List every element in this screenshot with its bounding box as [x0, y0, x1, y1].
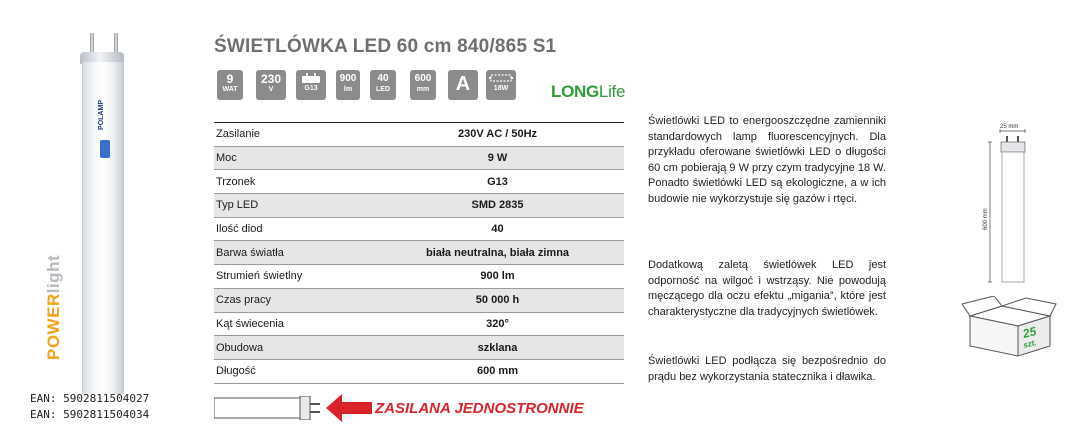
- supply-note: ZASILANA JEDNOSTRONNIE: [375, 400, 584, 417]
- dim-width-label: 25 mm: [1000, 124, 1019, 130]
- longlife-logo: LONGLife: [551, 82, 626, 101]
- spec-value: szklana: [369, 336, 624, 360]
- table-row: [214, 217, 624, 241]
- spec-label: Obudowa: [214, 336, 369, 360]
- table-row: [214, 312, 624, 336]
- ean-code-2: EAN: 5902811504034: [30, 408, 150, 421]
- spec-value: G13: [369, 170, 624, 194]
- tube-pin-left: [90, 33, 94, 53]
- tube-replacement-icon: [489, 73, 513, 84]
- spec-label: Typ LED: [214, 194, 369, 218]
- spec-table: [214, 122, 624, 384]
- brand-logo-vertical: [34, 220, 74, 360]
- description-paragraph-3: Świetlówki LED podłącza się bezpośrednio do prądu bez wykorzystania statecznika i dławika.: [648, 355, 886, 383]
- spec-label: Barwa światła: [214, 241, 369, 265]
- spec-label: Zasilanie: [214, 123, 369, 147]
- description-paragraph-2: Dodatkową zaletą świetlówek LED jest odporność na wilgoć i wstrząsy. Nie powodują męczącego dla oczu efektu „migania”, które jest charakterystyczne dla tradycyjnych świetlówek.: [648, 259, 886, 318]
- socket-icon: [301, 73, 321, 84]
- tube-side-view: [214, 396, 324, 420]
- spec-value: SMD 2835: [369, 194, 624, 218]
- table-row: [214, 336, 624, 360]
- product-title: ŚWIETLÓWKA LED 60 cm 840/865 S1: [214, 36, 557, 57]
- table-row: [214, 194, 624, 218]
- brand-light: light: [44, 254, 63, 294]
- spec-value: 50 000 h: [369, 288, 624, 312]
- table-row: [214, 288, 624, 312]
- spec-label: Czas pracy: [214, 288, 369, 312]
- spec-label: Kąt świecenia: [214, 312, 369, 336]
- table-row: [214, 241, 624, 265]
- description-paragraph-1: Świetlówki LED to energooszczędne zamienniki standardowych lamp fluorescencyjnych. Dla przykładu oferowane świetlówki LED o długości 60 cm pobierają 9 W przy czym tradycyjne 18 W. Ponadto świetlówki LED są ekologiczne, a w ich budowie nie wykorzystuje się gazów i rtęci.: [648, 115, 886, 205]
- badge-lumen: 900 lm: [336, 70, 360, 100]
- tube-pin-right: [114, 33, 118, 53]
- spec-label: Moc: [214, 146, 369, 170]
- badge-wattage: 9 WAT: [217, 70, 243, 100]
- badge-voltage: 230 V: [256, 70, 286, 100]
- product-image: [0, 0, 200, 441]
- package-unit: szt.: [1022, 337, 1038, 350]
- package-box-icon: [962, 296, 1058, 360]
- brand-power: POWER: [44, 293, 63, 360]
- tube-brand-text: POLAMP: [98, 100, 105, 130]
- dimension-drawing: [970, 120, 1050, 290]
- badge-energy-class: A: [448, 70, 478, 100]
- arrow-left-icon: [326, 394, 372, 422]
- table-row: [214, 359, 624, 383]
- tube-led-tag: [100, 140, 110, 158]
- spec-value: 900 lm: [369, 265, 624, 289]
- spec-value: 40: [369, 217, 624, 241]
- dim-length-label: 600 mm: [983, 208, 989, 230]
- package-count: 25: [1021, 324, 1038, 341]
- spec-label: Długość: [214, 359, 369, 383]
- badge-socket: G13: [296, 70, 326, 100]
- table-row: [214, 265, 624, 289]
- badge-led-count: 40 LED: [370, 70, 396, 100]
- table-row: [214, 170, 624, 194]
- table-row: [214, 123, 624, 147]
- spec-value: 320°: [369, 312, 624, 336]
- spec-value: 9 W: [369, 146, 624, 170]
- badge-length: 600 mm: [410, 70, 436, 100]
- spec-value: 230V AC / 50Hz: [369, 123, 624, 147]
- table-row: [214, 146, 624, 170]
- spec-label: Strumień świetlny: [214, 265, 369, 289]
- spec-label: Ilość diod: [214, 217, 369, 241]
- spec-value: biała neutralna, biała zimna: [369, 241, 624, 265]
- spec-label: Trzonek: [214, 170, 369, 194]
- spec-value: 600 mm: [369, 359, 624, 383]
- ean-code-1: EAN: 5902811504027: [30, 392, 150, 405]
- badge-replacement: 18W: [486, 70, 516, 100]
